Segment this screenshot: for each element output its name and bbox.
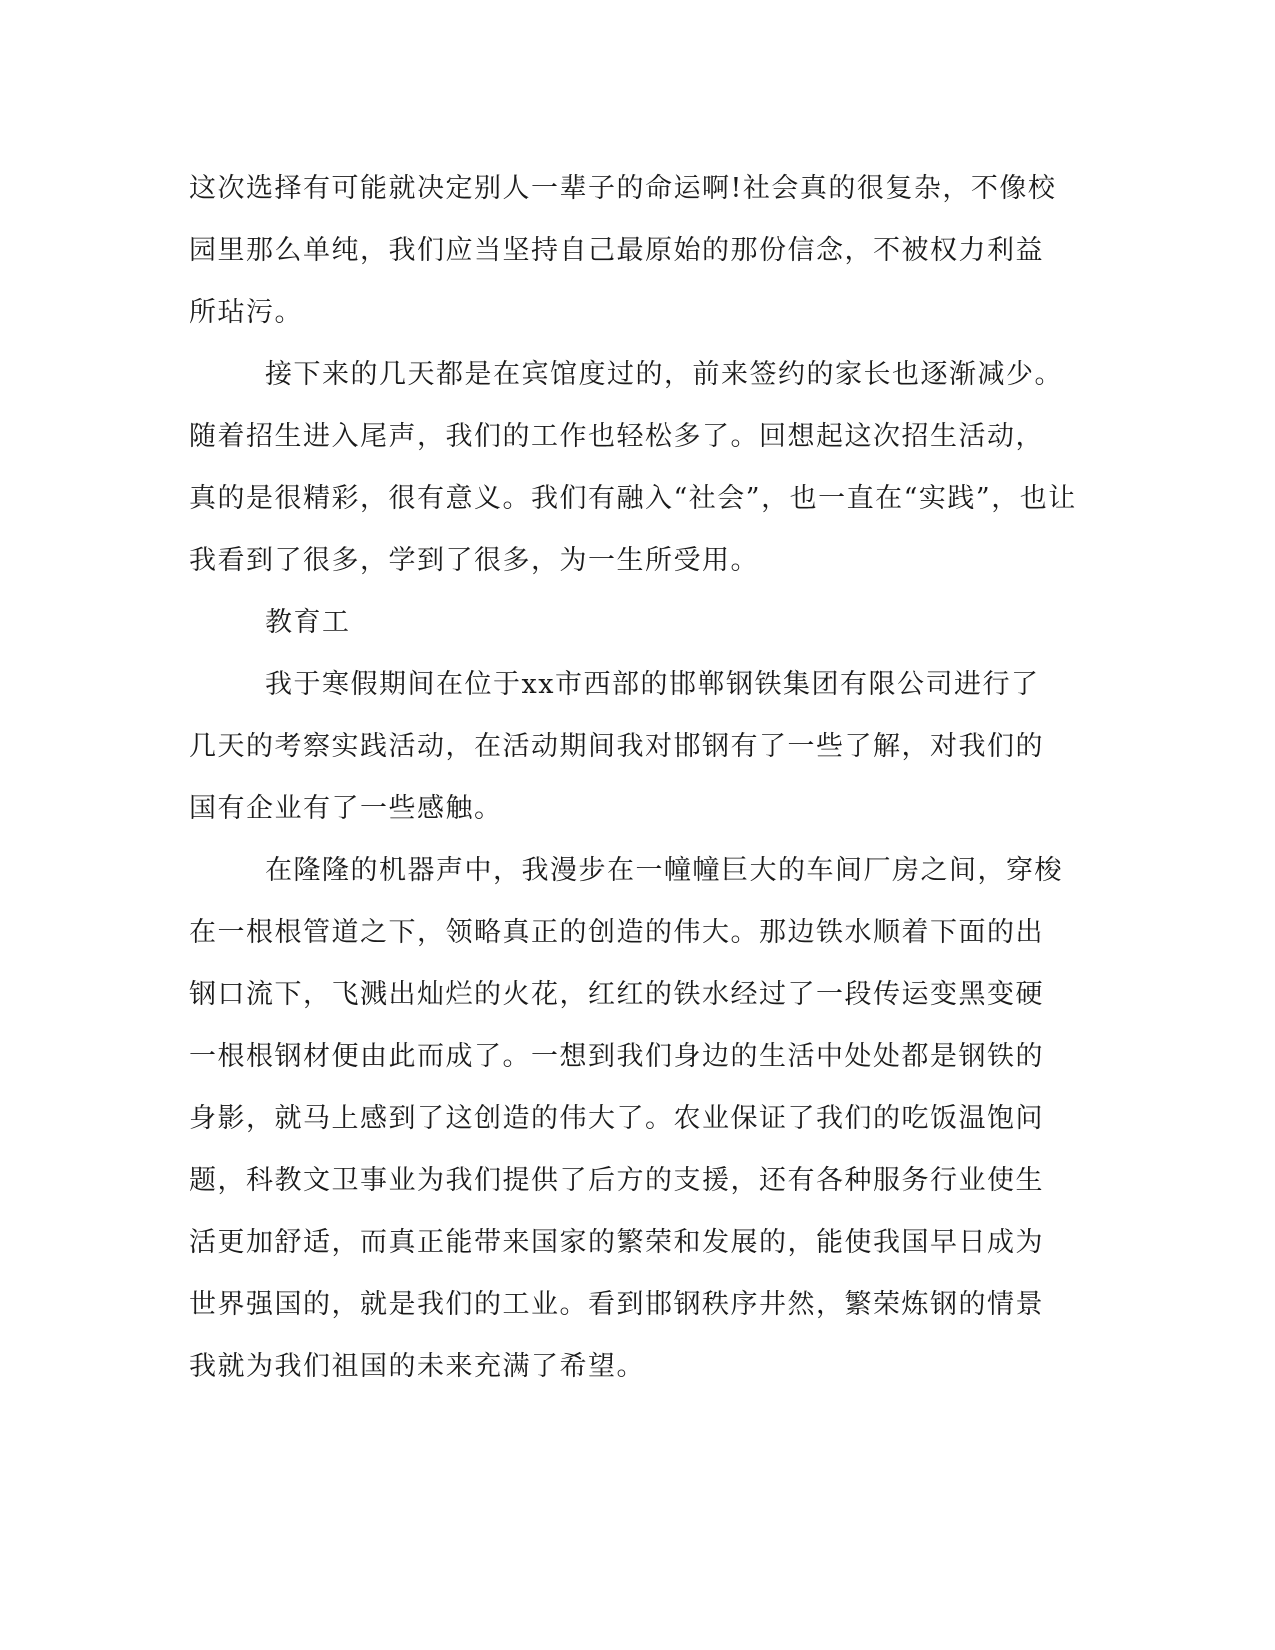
text-line: 随着招生进入尾声，我们的工作也轻松多了。回想起这次招生活动， bbox=[189, 421, 1044, 452]
paragraph-first-line: 我于寒假期间在位于xx市西部的邯郸钢铁集团有限公司进行了 bbox=[265, 669, 1040, 700]
document-body bbox=[189, 158, 1089, 1398]
text-line: 这次选择有可能就决定别人一辈子的命运啊!社会真的很复杂，不像校 bbox=[189, 173, 1057, 204]
text-line: 国有企业有了一些感触。 bbox=[189, 793, 503, 824]
text-line: 我看到了很多，学到了很多，为一生所受用。 bbox=[189, 545, 759, 576]
text-line: 身影，就马上感到了这创造的伟大了。农业保证了我们的吃饭温饱问 bbox=[189, 1103, 1044, 1134]
text-line: 钢口流下，飞溅出灿烂的火花，红红的铁水经过了一段传运变黑变硬 bbox=[189, 979, 1044, 1010]
text-line: 一根根钢材便由此而成了。一想到我们身边的生活中处处都是钢铁的 bbox=[189, 1041, 1044, 1072]
text-line: 真的是很精彩，很有意义。我们有融入“社会”，也一直在“实践”，也让 bbox=[189, 483, 1077, 514]
text-line: 在一根根管道之下，领略真正的创造的伟大。那边铁水顺着下面的出 bbox=[189, 917, 1044, 948]
text-line: 所玷污。 bbox=[189, 297, 303, 328]
section-heading: 教育工 bbox=[265, 607, 351, 638]
text-line: 世界强国的，就是我们的工业。看到邯钢秩序井然，繁荣炼钢的情景 bbox=[189, 1289, 1044, 1320]
paragraph-first-line: 接下来的几天都是在宾馆度过的，前来签约的家长也逐渐减少。 bbox=[265, 359, 1063, 390]
text-line: 我就为我们祖国的未来充满了希望。 bbox=[189, 1351, 645, 1382]
text-line: 活更加舒适，而真正能带来国家的繁荣和发展的，能使我国早日成为 bbox=[189, 1227, 1044, 1258]
paragraph-first-line: 在隆隆的机器声中，我漫步在一幢幢巨大的车间厂房之间，穿梭 bbox=[265, 855, 1063, 886]
text-line: 园里那么单纯，我们应当坚持自己最原始的那份信念，不被权力利益 bbox=[189, 235, 1044, 266]
text-line: 题，科教文卫事业为我们提供了后方的支援，还有各种服务行业使生 bbox=[189, 1165, 1044, 1196]
text-line: 几天的考察实践活动，在活动期间我对邯钢有了一些了解，对我们的 bbox=[189, 731, 1044, 762]
